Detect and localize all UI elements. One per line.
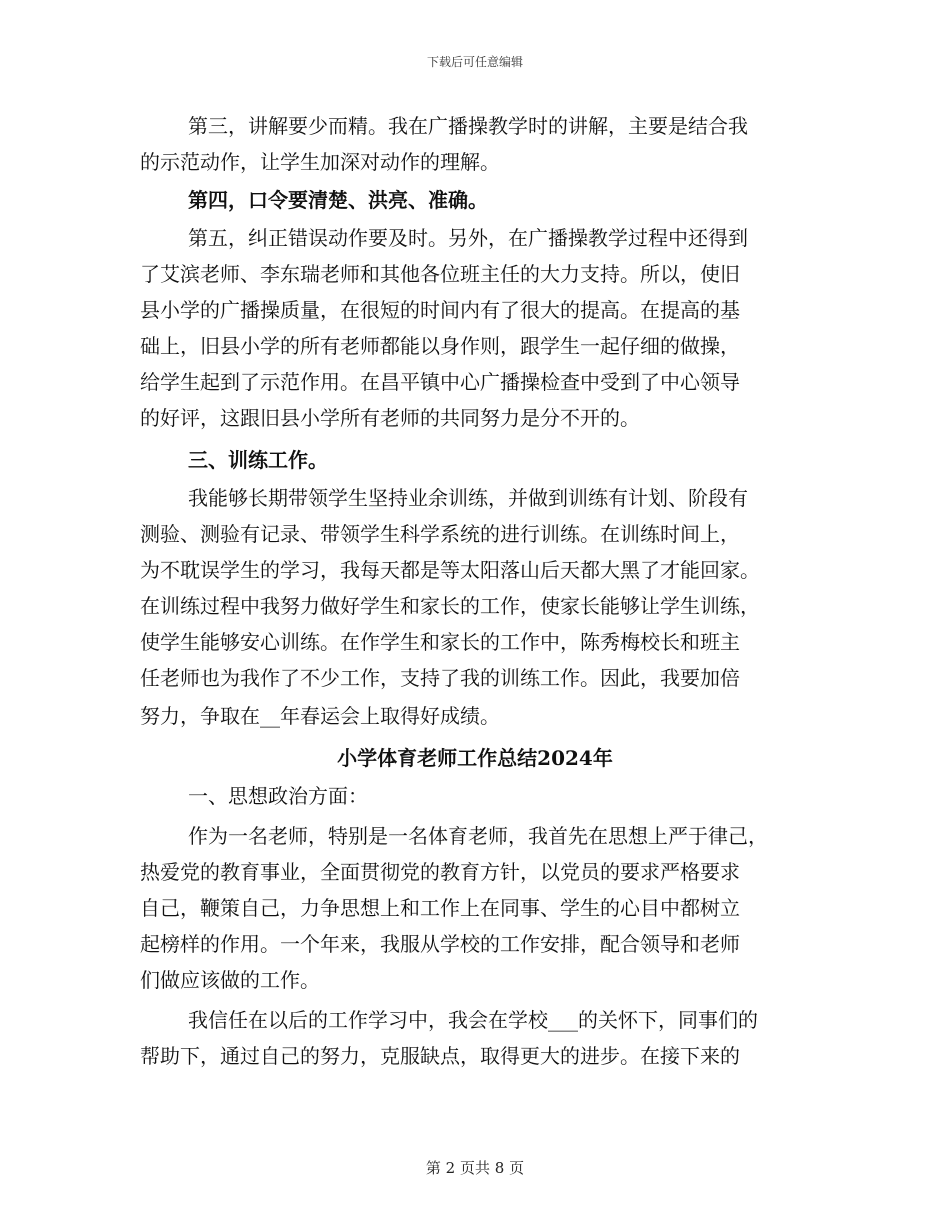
paragraph-line: 努力，争取在__年春运会上取得好成绩。 bbox=[140, 704, 500, 728]
section-heading: 三、训练工作。 bbox=[188, 448, 328, 472]
page-footer: 第 2 页共 8 页 bbox=[425, 1159, 525, 1177]
paragraph-line: 础上，旧县小学的所有老师都能以身作则，跟学生一起仔细的做操， bbox=[140, 334, 740, 358]
paragraph-line: 的好评，这跟旧县小学所有老师的共同努力是分不开的。 bbox=[140, 406, 640, 430]
paragraph-line: 任老师也为我作了不少工作，支持了我的训练工作。因此，我要加倍 bbox=[140, 666, 740, 690]
section-heading: 一、思想政治方面： bbox=[188, 784, 368, 808]
paragraph-line: 作为一名老师，特别是一名体育老师，我首先在思想上严于律己， bbox=[188, 824, 768, 848]
paragraph-line: 了艾滨老师、李东瑞老师和其他各位班主任的大力支持。所以，使旧 bbox=[140, 262, 740, 286]
paragraph-line: 自己，鞭策自己，力争思想上和工作上在同事、学生的心目中都树立 bbox=[140, 896, 740, 920]
section-heading: 第四，口令要清楚、洪亮、准确。 bbox=[188, 188, 488, 212]
paragraph-line: 热爱党的教育事业，全面贯彻党的教育方针，以党员的要求严格要求 bbox=[140, 860, 740, 884]
paragraph-line: 第三，讲解要少而精。我在广播操教学时的讲解，主要是结合我 bbox=[188, 114, 748, 138]
paragraph-line: 的示范动作，让学生加深对动作的理解。 bbox=[140, 150, 500, 174]
paragraph-line: 我信任在以后的工作学习中，我会在学校___的关怀下，同事们的 bbox=[188, 1008, 758, 1032]
paragraph-line: 为不耽误学生的学习，我每天都是等太阳落山后天都大黑了才能回家。 bbox=[140, 558, 760, 582]
paragraph-line: 在训练过程中我努力做好学生和家长的工作，使家长能够让学生训练， bbox=[140, 594, 760, 618]
page-header: 下载后可任意编辑 bbox=[426, 55, 523, 69]
paragraph-line: 第五，纠正错误动作要及时。另外，在广播操教学过程中还得到 bbox=[188, 226, 748, 250]
paragraph-line: 起榜样的作用。一个年来，我服从学校的工作安排，配合领导和老师 bbox=[140, 932, 740, 956]
paragraph-line: 县小学的广播操质量，在很短的时间内有了很大的提高。在提高的基 bbox=[140, 298, 740, 322]
paragraph-line: 我能够长期带领学生坚持业余训练，并做到训练有计划、阶段有 bbox=[188, 486, 748, 510]
paragraph-line: 帮助下，通过自己的努力，克服缺点，取得更大的进步。在接下来的 bbox=[140, 1044, 740, 1068]
paragraph-line: 使学生能够安心训练。在作学生和家长的工作中，陈秀梅校长和班主 bbox=[140, 630, 740, 654]
paragraph-line: 给学生起到了示范作用。在昌平镇中心广播操检查中受到了中心领导 bbox=[140, 370, 740, 394]
document-title: 小学体育老师工作总结2024年 bbox=[337, 746, 613, 770]
paragraph-line: 测验、测验有记录、带领学生科学系统的进行训练。在训练时间上， bbox=[140, 522, 740, 546]
paragraph-line: 们做应该做的工作。 bbox=[140, 968, 320, 992]
